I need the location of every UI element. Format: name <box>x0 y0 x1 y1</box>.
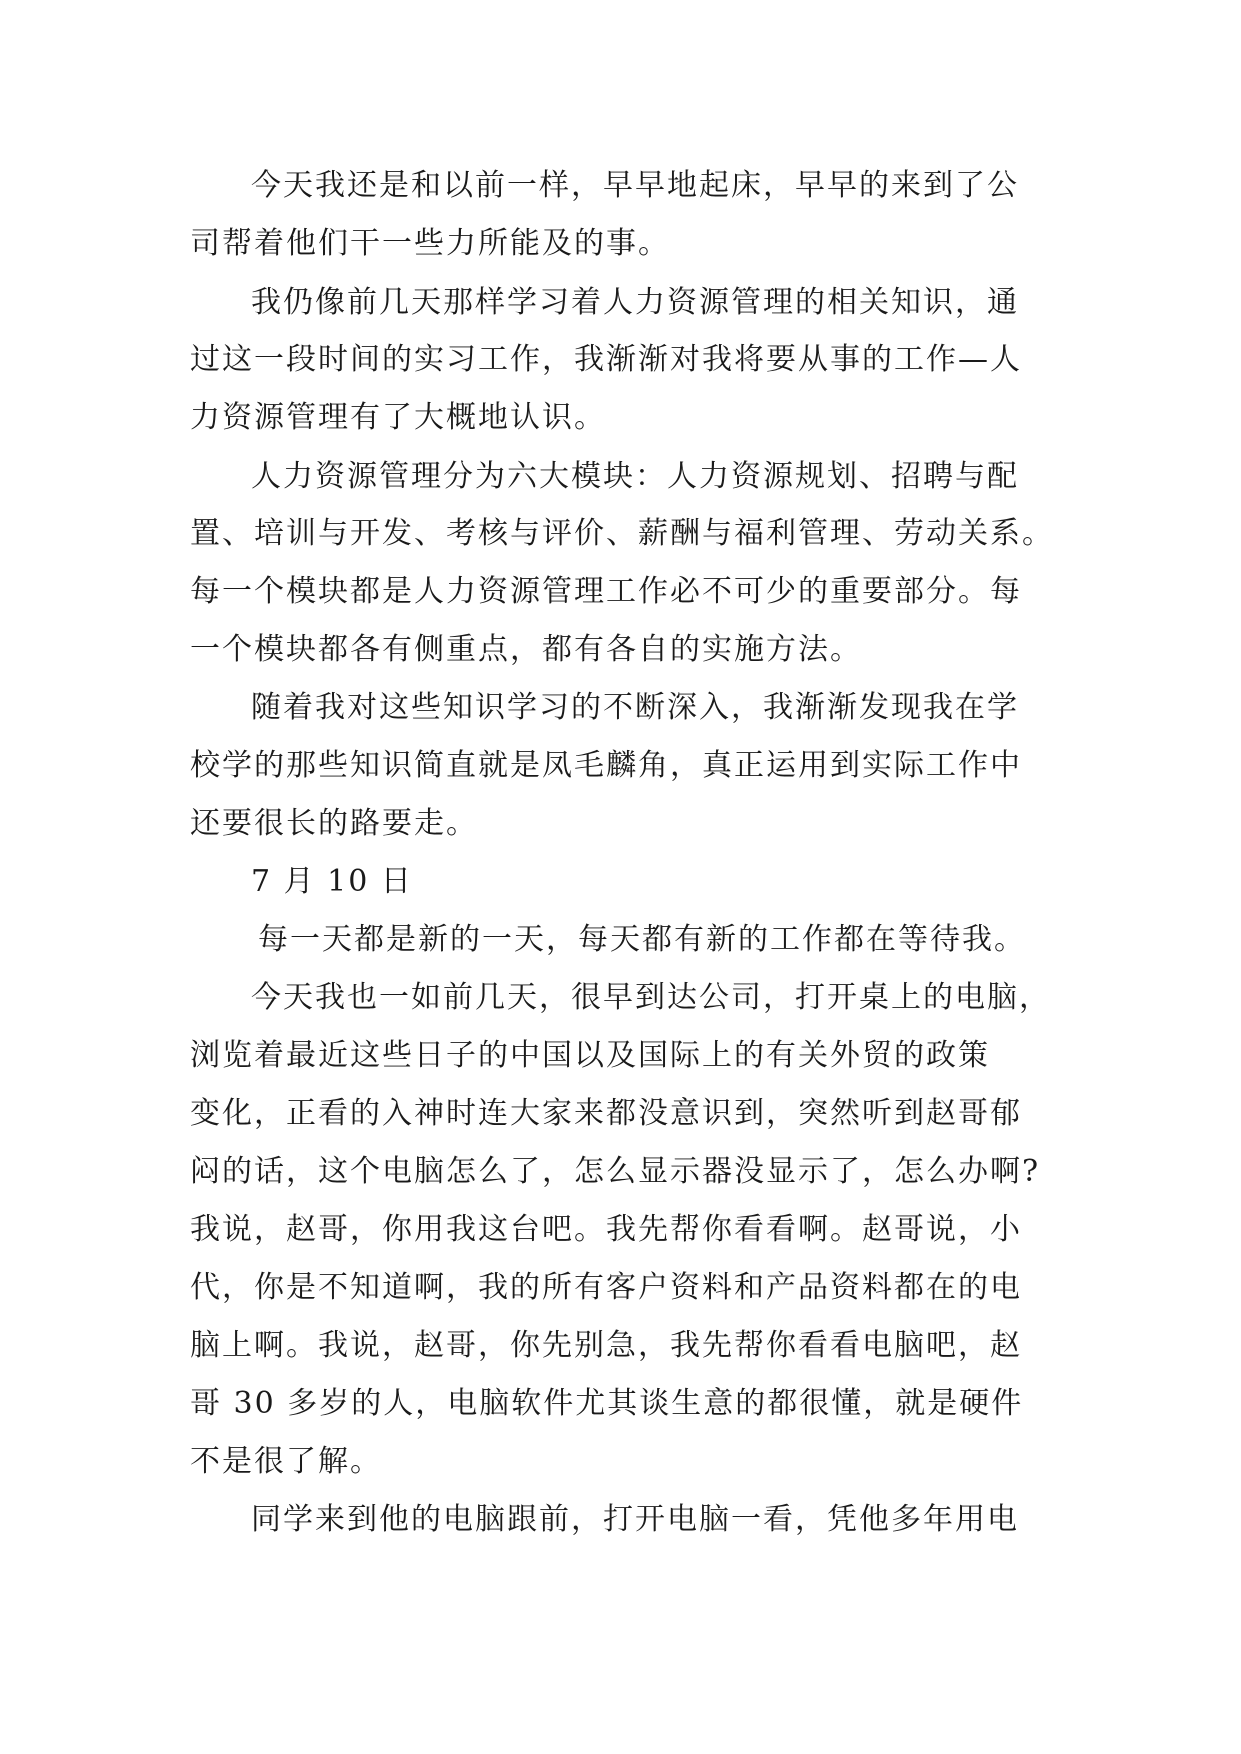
text-line: 一个模块都各有侧重点，都有各自的实施方法。 <box>190 632 862 667</box>
text-line: 代，你是不知道啊，我的所有客户资料和产品资料都在的电 <box>190 1270 1022 1305</box>
text-line: 脑上啊。我说，赵哥，你先别急，我先帮你看看电脑吧，赵 <box>190 1328 1022 1363</box>
text-line: 今天我也一如前几天，很早到达公司，打开桌上的电脑， <box>251 980 1051 1015</box>
text-line: 置、培训与开发、考核与评价、薪酬与福利管理、劳动关系。 <box>190 516 1054 551</box>
text-line: 浏览着最近这些日子的中国以及国际上的有关外贸的政策 <box>190 1038 990 1073</box>
text-line: 随着我对这些知识学习的不断深入，我渐渐发现我在学 <box>251 690 1019 725</box>
text-line: 力资源管理有了大概地认识。 <box>190 400 606 435</box>
text-line: 同学来到他的电脑跟前，打开电脑一看，凭他多年用电 <box>251 1502 1019 1537</box>
text-line: 过这一段时间的实习工作，我渐渐对我将要从事的工作—人 <box>190 342 1022 377</box>
text-line: 每一个模块都是人力资源管理工作必不可少的重要部分。每 <box>190 574 1022 609</box>
text-line: 不是很了解。 <box>190 1444 382 1479</box>
text-line: 校学的那些知识简直就是凤毛麟角，真正运用到实际工作中 <box>190 748 1022 783</box>
text-line: 今天我还是和以前一样，早早地起床，早早的来到了公 <box>251 168 1019 203</box>
text-line: 我仍像前几天那样学习着人力资源管理的相关知识，通 <box>251 285 1019 320</box>
text-line: 人力资源管理分为六大模块：人力资源规划、招聘与配 <box>251 459 1019 494</box>
text-line: 我说，赵哥，你用我这台吧。我先帮你看看啊。赵哥说，小 <box>190 1212 1022 1247</box>
date-heading: 7 月 10 日 <box>251 864 413 899</box>
text-line: 闷的话，这个电脑怎么了，怎么显示器没显示了，怎么办啊? <box>190 1154 1041 1189</box>
text-line: 哥 30 多岁的人，电脑软件尤其谈生意的都很懂，就是硬件 <box>190 1386 1024 1421</box>
text-line: 司帮着他们干一些力所能及的事。 <box>190 226 670 261</box>
text-line: 变化，正看的入神时连大家来都没意识到，突然听到赵哥郁 <box>190 1096 1022 1131</box>
text-line: 每一天都是新的一天，每天都有新的工作都在等待我。 <box>258 922 1026 957</box>
text-line: 还要很长的路要走。 <box>190 806 478 841</box>
